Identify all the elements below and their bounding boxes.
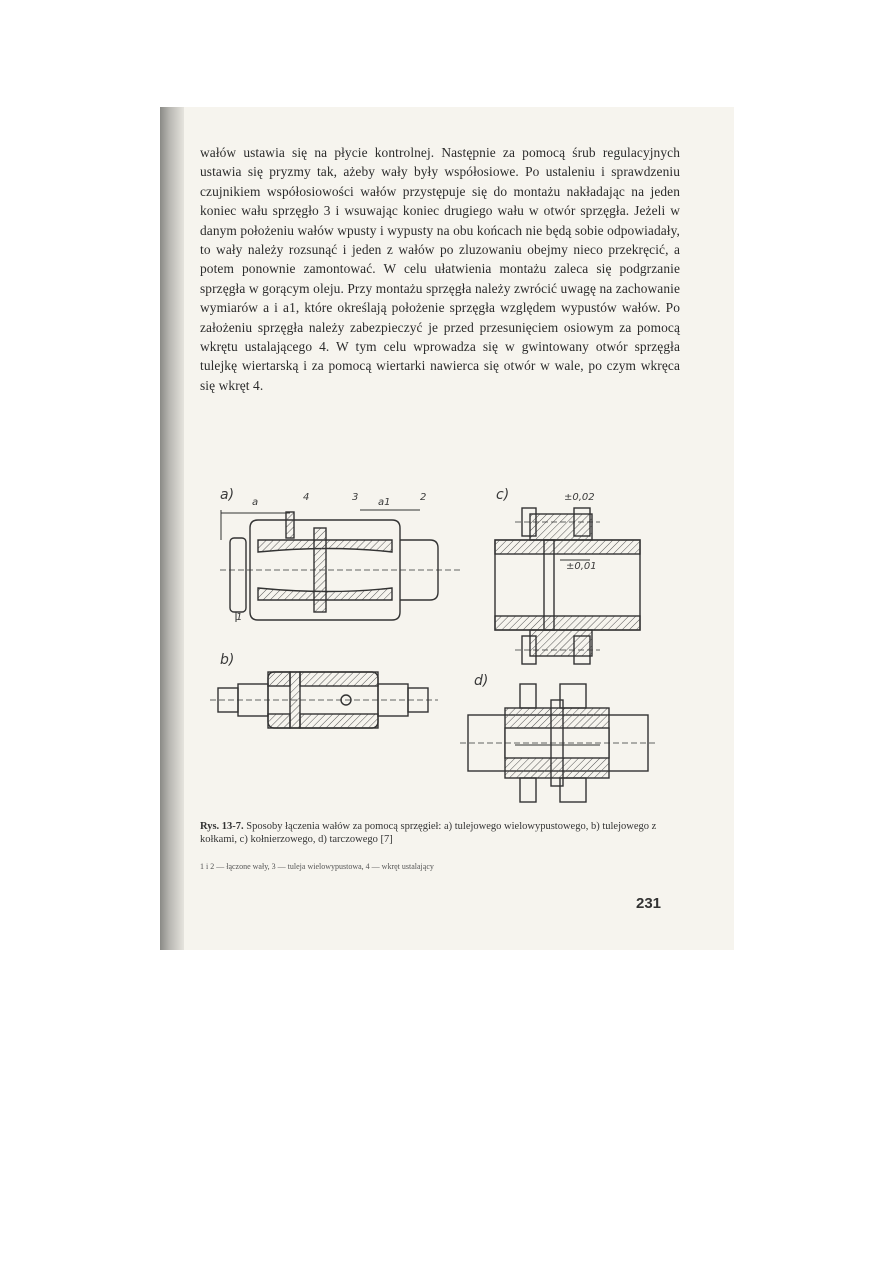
tolerance-label-1: ±0,02 [564,492,595,503]
caption-text: Sposoby łączenia wałów za pomocą sprzęgieł: a) tulejowego wielowypustowego, b) tulejowego z kołkami, c) kołnierzowego, d) tarczowego [7] [200,821,657,845]
drawing-a [220,510,460,622]
dimension-a: a [252,497,259,508]
part-number-2: 2 [420,492,427,503]
figure-label-d: d) [474,673,489,689]
caption-legend: 1 i 2 — łączone wały, 3 — tuleja wielowypustowa, 4 — wkręt ustalający [200,862,434,871]
drawing-c [495,508,640,664]
part-number-1: 1 [236,612,243,623]
dimension-a1: a1 [378,497,391,508]
part-number-4: 4 [303,492,310,503]
tolerance-label-2: ±0,01 [566,561,597,572]
page-number: 231 [636,895,662,912]
caption-label: Rys. 13-7. [200,821,244,832]
figure-caption [200,821,680,846]
figure-label-c: c) [496,487,510,503]
drawing-d [460,684,656,802]
figure-label-b: b) [220,652,235,668]
part-number-3: 3 [352,492,359,503]
figure-label-a: a) [220,487,235,503]
drawing-b [210,672,438,728]
body-text: wałów ustawia się na płycie kontrolnej. Następnie za pomocą śrub regulacyjnych ustawia się pryzmy tak, ażeby wały były współosiowe. Po ustaleniu i sprawdzeniu czujnikiem współosiowości wałów przystępuje się do montażu nakładając na jeden koniec wału sprzęgło 3 i wsuwając koniec drugiego wału w otwór sprzęgła. Jeżeli w danym położeniu wałów wpusty i wypusty na obu końcach nie będą sobie odpowiadały, to wały należy rozsunąć i jeden z wałów po zluzowaniu obejmy nieco przekręcić, a potem ponownie zamontować. W celu ułatwienia montażu zaleca się podgrzanie sprzęgła w gorącym oleju. Przy montażu sprzęgła należy zwrócić uwagę na zachowanie wymiarów a i a1, które określają położenie sprzęgła względem wypustów wałów. Po założeniu sprzęgła należy zabezpieczyć je przed przesunięciem osiowym za pomocą wkrętu ustalającego 4. W tym celu wprowadza się w gwintowany otwór sprzęgła tulejkę wiertarską i za pomocą wiertarki nawierca się otwór w wale, po czym wkręca się wkręt 4. [200,145,680,393]
